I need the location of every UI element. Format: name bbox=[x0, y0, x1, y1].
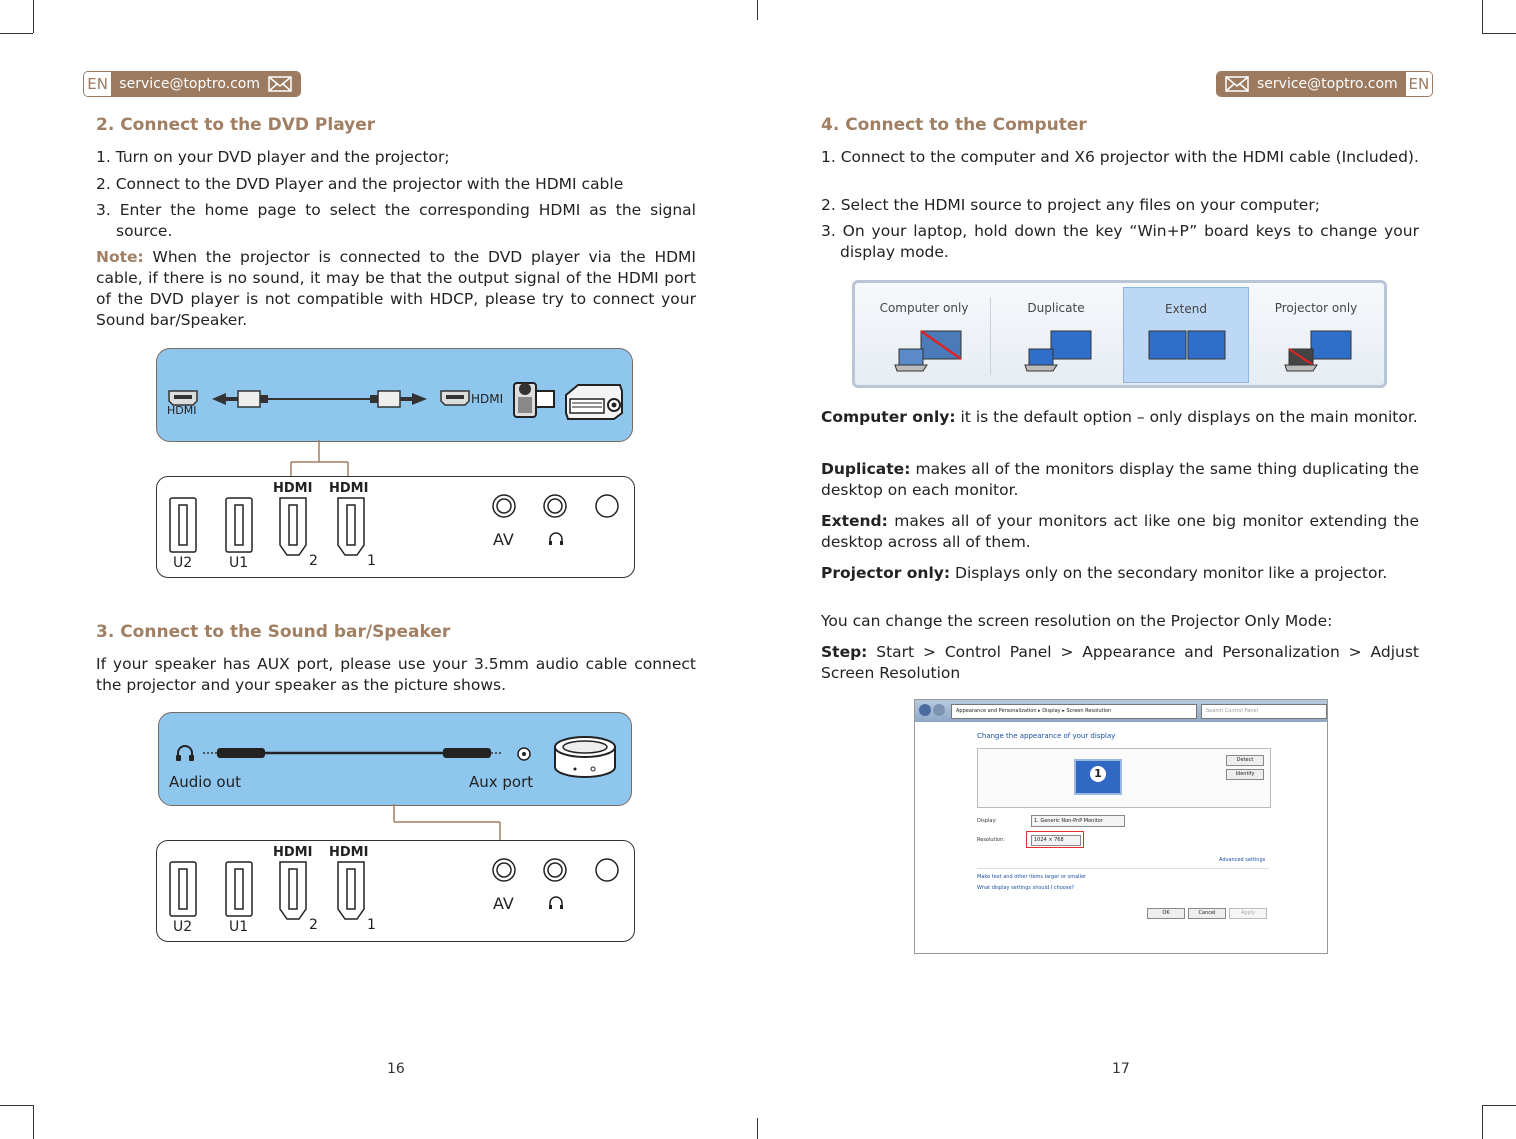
section-2-title: 2. Connect to the DVD Player bbox=[96, 115, 376, 135]
note-paragraph bbox=[96, 247, 696, 331]
step-3: 3. On your laptop, hold down the key “Win+P” board keys to change your display mode. bbox=[821, 222, 1419, 261]
text-size-link[interactable]: Make text and other items larger or smaller bbox=[977, 874, 1087, 880]
mode-label: Extend bbox=[1165, 302, 1207, 316]
ok-button[interactable]: OK bbox=[1147, 908, 1185, 919]
crop-mark bbox=[757, 0, 758, 20]
aux-port-label: Aux port bbox=[469, 773, 534, 791]
hdmi-port-label: HDMI bbox=[273, 845, 313, 860]
crop-mark bbox=[0, 1105, 33, 1106]
headphone-icon bbox=[548, 895, 564, 911]
search-field[interactable]: Search Control Panel bbox=[1201, 704, 1327, 719]
step-text: Start > Control Panel > Appearance and Personalization > Adjust Screen Resolution bbox=[821, 643, 1419, 682]
desc-text: Displays only on the secondary monitor like a projector. bbox=[950, 564, 1388, 582]
av-label: AV bbox=[493, 894, 514, 913]
display-select[interactable]: 1. Generic Non-PnP Monitor bbox=[1031, 815, 1125, 827]
hdmi-port-icon bbox=[279, 861, 307, 921]
forward-button[interactable] bbox=[933, 704, 945, 716]
desc-text: makes all of the monitors display the same thing duplicating the desktop on each monitor. bbox=[821, 460, 1419, 499]
mode-label: Projector only bbox=[1274, 301, 1358, 315]
desc-projector-only bbox=[821, 563, 1419, 584]
av-jack-icon bbox=[491, 857, 517, 883]
mode-computer-only[interactable] bbox=[861, 287, 987, 383]
camcorder-icon bbox=[510, 375, 558, 421]
port-number-2: 2 bbox=[309, 917, 318, 933]
audio-out-label: Audio out bbox=[169, 773, 241, 791]
audio-connection-diagram bbox=[158, 712, 632, 806]
resolution-intro: You can change the screen resolution on the Projector Only Mode: bbox=[821, 612, 1333, 630]
audio-cable-icon bbox=[203, 745, 503, 761]
display-mode-chooser bbox=[852, 280, 1387, 388]
display-help-link[interactable]: What display settings should I choose? bbox=[977, 885, 1075, 891]
port-number-1: 1 bbox=[367, 917, 376, 933]
laptop-icon bbox=[1283, 327, 1355, 373]
advanced-settings-link[interactable]: Advanced settings bbox=[1219, 857, 1266, 863]
crop-mark bbox=[757, 1118, 758, 1139]
crop-mark bbox=[1482, 1105, 1516, 1106]
hdmi-label: HDMI bbox=[471, 392, 504, 406]
hdmi-label: HDMI bbox=[167, 404, 197, 417]
display-label: Display: bbox=[977, 818, 997, 824]
header-contact-left bbox=[83, 71, 301, 97]
desc-label: Projector only: bbox=[821, 564, 951, 582]
monitor-number: 1 bbox=[1090, 766, 1106, 782]
desc-text: makes all of your monitors act like one big monitor extending the desktop across all of them. bbox=[821, 512, 1419, 551]
back-button[interactable] bbox=[919, 704, 931, 716]
headphone-icon bbox=[175, 743, 195, 763]
hdmi-port-label: HDMI bbox=[273, 481, 313, 496]
step-label: Step: bbox=[821, 643, 868, 661]
headphone-jack-icon bbox=[542, 493, 568, 519]
port-number-2: 2 bbox=[309, 553, 318, 569]
note-label: Note: bbox=[96, 248, 144, 266]
crop-mark bbox=[33, 0, 34, 33]
mode-duplicate[interactable] bbox=[993, 287, 1119, 383]
section-3-text: If your speaker has AUX port, please use your 3.5mm audio cable connect the projector and your speaker as the picture shows. bbox=[96, 655, 696, 694]
apply-button[interactable]: Apply bbox=[1229, 908, 1267, 919]
u2-label: U2 bbox=[173, 919, 193, 935]
section-4-title: 4. Connect to the Computer bbox=[821, 115, 1087, 135]
resolution-select[interactable]: 1024 × 768 bbox=[1031, 835, 1081, 846]
header-contact-right bbox=[1216, 71, 1433, 97]
address-bar[interactable]: Appearance and Personalization ▸ Display ▸ Screen Resolution bbox=[951, 704, 1197, 719]
headphone-icon bbox=[548, 531, 564, 547]
aux-jack-icon bbox=[516, 746, 532, 762]
cancel-button[interactable]: Cancel bbox=[1188, 908, 1226, 919]
crop-mark bbox=[1482, 0, 1483, 33]
u1-label: U1 bbox=[229, 919, 249, 935]
laptop-icon bbox=[893, 327, 965, 373]
step-2: 2. Select the HDMI source to project any files on your computer; bbox=[821, 196, 1320, 214]
mode-label: Computer only bbox=[879, 301, 969, 315]
av-label: AV bbox=[493, 530, 514, 549]
laptop-icon bbox=[1023, 327, 1095, 373]
headphone-jack-icon bbox=[542, 857, 568, 883]
step-1: 1. Connect to the computer and X6 projector with the HDMI cable (Included). bbox=[821, 148, 1419, 166]
speaker-icon bbox=[553, 733, 617, 781]
hdmi-cable-icon bbox=[212, 387, 427, 411]
detect-button[interactable]: Detect bbox=[1226, 755, 1264, 766]
av-jack-icon bbox=[491, 493, 517, 519]
usb-port-icon bbox=[169, 497, 197, 553]
usb-port-icon bbox=[225, 497, 253, 553]
desc-label: Computer only: bbox=[821, 408, 956, 426]
desc-computer-only bbox=[821, 407, 1419, 428]
usb-port-icon bbox=[225, 861, 253, 917]
window-titlebar bbox=[915, 700, 1327, 722]
desc-label: Duplicate: bbox=[821, 460, 911, 478]
screen-resolution-window bbox=[914, 699, 1328, 954]
mode-divider bbox=[990, 297, 991, 375]
monitor-tile[interactable] bbox=[1074, 759, 1122, 795]
projector-port-panel bbox=[156, 840, 635, 942]
step-3: 3. Enter the home page to select the corresponding HDMI as the signal source. bbox=[96, 201, 696, 240]
note-text: When the projector is connected to the DVD player via the HDMI cable, if there is no sound, it may be that the output signal of the HDMI port of the DVD player is not compatible with HDCP, please try to connect your Sound bar/Speaker. bbox=[96, 248, 696, 329]
envelope-icon bbox=[1225, 76, 1249, 92]
section-3-title: 3. Connect to the Sound bar/Speaker bbox=[96, 622, 451, 642]
ir-sensor-icon bbox=[594, 857, 620, 883]
desc-text: it is the default option – only displays on the main monitor. bbox=[955, 408, 1418, 426]
mode-projector-only[interactable] bbox=[1253, 287, 1379, 383]
language-tag: EN bbox=[1406, 72, 1432, 96]
resolution-step bbox=[821, 642, 1419, 684]
hdmi-port-label: HDMI bbox=[329, 845, 369, 860]
hdmi-connection-diagram bbox=[156, 348, 633, 442]
u1-label: U1 bbox=[229, 555, 249, 571]
crop-mark bbox=[1482, 1105, 1483, 1139]
ir-sensor-icon bbox=[594, 493, 620, 519]
desc-extend bbox=[821, 511, 1419, 553]
step-2: 2. Connect to the DVD Player and the projector with the HDMI cable bbox=[96, 175, 624, 193]
hdmi-port-icon bbox=[337, 861, 365, 921]
usb-port-icon bbox=[169, 861, 197, 917]
mode-label: Duplicate bbox=[1027, 301, 1085, 315]
identify-button[interactable]: Identify bbox=[1226, 769, 1264, 780]
desc-duplicate bbox=[821, 459, 1419, 501]
mode-extend[interactable] bbox=[1123, 287, 1249, 383]
hdmi-port-icon bbox=[439, 389, 471, 407]
email-address: service@toptro.com bbox=[1257, 76, 1398, 92]
u2-label: U2 bbox=[173, 555, 193, 571]
monitor-preview bbox=[977, 748, 1271, 808]
crop-mark bbox=[0, 33, 33, 34]
step-1: 1. Turn on your DVD player and the projector; bbox=[96, 148, 450, 166]
page-number-left: 16 bbox=[387, 1061, 405, 1077]
port-number-1: 1 bbox=[367, 553, 376, 569]
resolution-label: Resolution: bbox=[977, 837, 1005, 843]
language-tag: EN bbox=[84, 72, 111, 96]
hdmi-port-icon bbox=[337, 497, 365, 557]
envelope-icon bbox=[268, 76, 292, 92]
crop-mark bbox=[33, 1105, 34, 1139]
crop-mark bbox=[1482, 33, 1516, 34]
hdmi-port-label: HDMI bbox=[329, 481, 369, 496]
email-address: service@toptro.com bbox=[119, 76, 260, 92]
projector-port-panel bbox=[156, 476, 635, 578]
window-heading: Change the appearance of your display bbox=[977, 732, 1116, 740]
desc-label: Extend: bbox=[821, 512, 888, 530]
projector-icon bbox=[562, 383, 626, 421]
page-number-right: 17 bbox=[1112, 1061, 1130, 1077]
extend-monitors-icon bbox=[1148, 330, 1226, 360]
window-divider bbox=[977, 868, 1269, 869]
hdmi-port-icon bbox=[279, 497, 307, 557]
